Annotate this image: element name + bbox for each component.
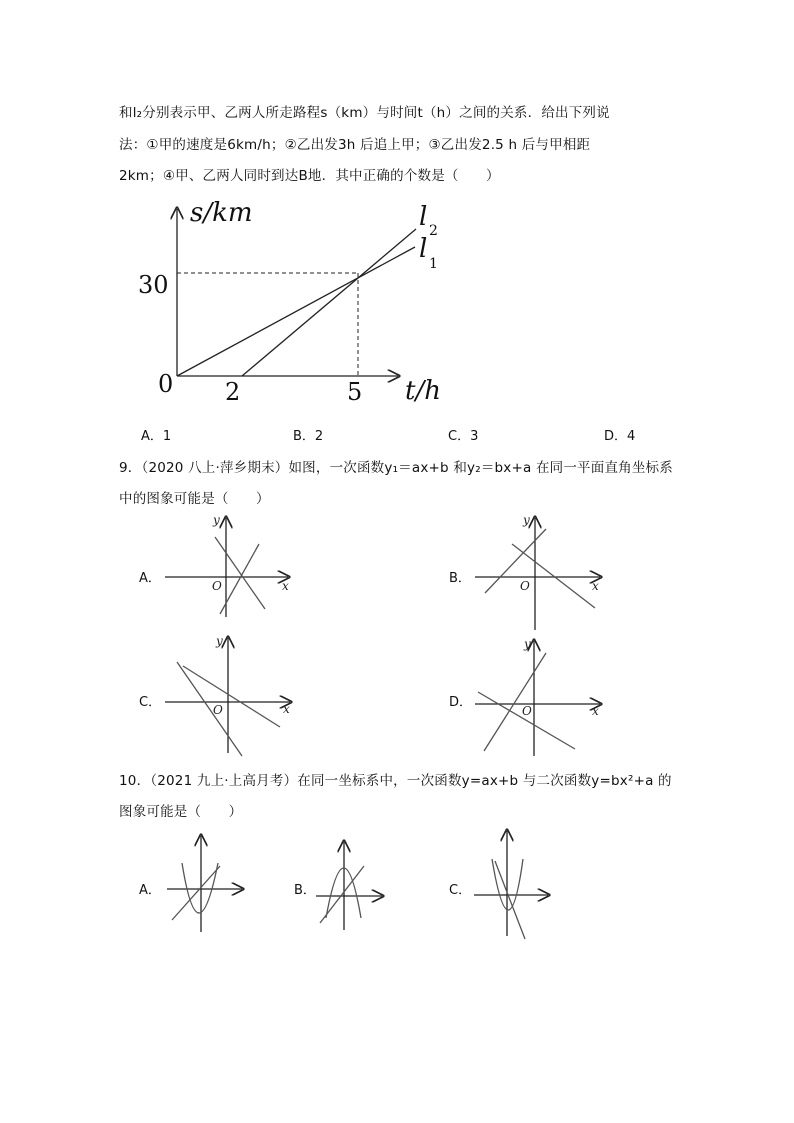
q10-option-b-graph[interactable] — [312, 828, 402, 938]
q9-option-d-letter[interactable]: D． — [449, 695, 473, 710]
q9c-line-2 — [183, 666, 280, 727]
q10-text-line-2: 图象可能是（ ） — [119, 804, 243, 820]
q8-option-b[interactable]: B．2 — [293, 429, 324, 444]
q10-option-c-letter[interactable]: C． — [449, 883, 472, 898]
q8-text-line-3: 2km；④甲、乙两人同时到达B地．其中正确的个数是（ ） — [119, 168, 500, 184]
q9-option-a-letter[interactable]: A． — [139, 571, 161, 586]
q10-text-line-1: 10．（2021 九上·上高月考）在同一坐标系中，一次函数y=ax+b 与二次函数y=bx²+a 的 — [119, 773, 672, 789]
q9c-x-label: x — [283, 702, 290, 716]
q8-label-l2: l — [419, 202, 428, 232]
q9b-origin-label: O — [520, 579, 530, 593]
q8-tick-30: 30 — [138, 271, 169, 299]
q8-option-d[interactable]: D．4 — [604, 429, 636, 444]
q9-option-c-letter[interactable]: C． — [139, 695, 162, 710]
q8-x-label-t: t/h — [405, 376, 441, 406]
q8-tick-2: 2 — [225, 378, 241, 406]
q9a-y-label: y — [213, 513, 220, 527]
q9b-x-label: x — [592, 579, 599, 593]
q9-text-line-2: 中的图象可能是（ ） — [119, 491, 270, 507]
q8-option-c[interactable]: C．3 — [448, 429, 479, 444]
q9c-y-label: y — [216, 634, 223, 648]
q9-option-b-letter[interactable]: B． — [449, 571, 471, 586]
q9-option-b-graph[interactable] — [470, 512, 610, 627]
q8-line-l1 — [177, 247, 415, 376]
q9-text-line-1: 9．（2020 八上·萍乡期末）如图，一次函数y₁＝ax+b 和y₂＝bx+a 在同一平面直角坐标系 — [119, 460, 673, 476]
q9-option-d-graph[interactable] — [470, 636, 610, 761]
q10-option-a-graph[interactable] — [160, 828, 250, 938]
q9d-x-label: x — [592, 704, 599, 718]
q10-option-c-graph[interactable] — [468, 826, 568, 941]
q8-origin-label: 0 — [158, 370, 174, 398]
q8-tick-5: 5 — [347, 378, 363, 406]
q9d-origin-label: O — [522, 704, 532, 718]
q10-option-b-letter[interactable]: B． — [294, 883, 316, 898]
q9d-line-1 — [484, 653, 546, 751]
q8-label-l1-sub: 1 — [429, 256, 438, 272]
q9c-line-1 — [177, 662, 242, 756]
q9c-origin-label: O — [213, 703, 223, 717]
q8-text-line-1: 和l₂分别表示甲、乙两人所走路程s（km）与时间t（h）之间的关系．给出下列说 — [119, 105, 610, 121]
q9b-y-label: y — [523, 513, 530, 527]
q8-text-line-2: 法：①甲的速度是6km/h；②乙出发3h 后追上甲；③乙出发2.5 h 后与甲相距 — [119, 137, 591, 153]
q9-option-a-graph[interactable] — [160, 512, 300, 622]
q8-label-l2-sub: 2 — [429, 223, 438, 239]
q9b-line-1 — [485, 529, 546, 593]
q8-distance-time-graph — [130, 195, 470, 410]
q10b-line — [320, 866, 364, 923]
q9d-y-label: y — [524, 637, 531, 651]
q9a-origin-label: O — [212, 579, 222, 593]
q8-line-l2 — [242, 229, 416, 376]
q10-option-a-letter[interactable]: A． — [139, 883, 161, 898]
q8-option-a[interactable]: A．1 — [141, 429, 172, 444]
q9b-line-2 — [512, 544, 595, 608]
q9d-line-2 — [478, 692, 575, 749]
q8-label-l1: l — [419, 234, 428, 264]
q8-y-label-s: s/km — [190, 198, 253, 228]
q9-option-c-graph[interactable] — [160, 633, 300, 758]
q9a-x-label: x — [282, 579, 289, 593]
